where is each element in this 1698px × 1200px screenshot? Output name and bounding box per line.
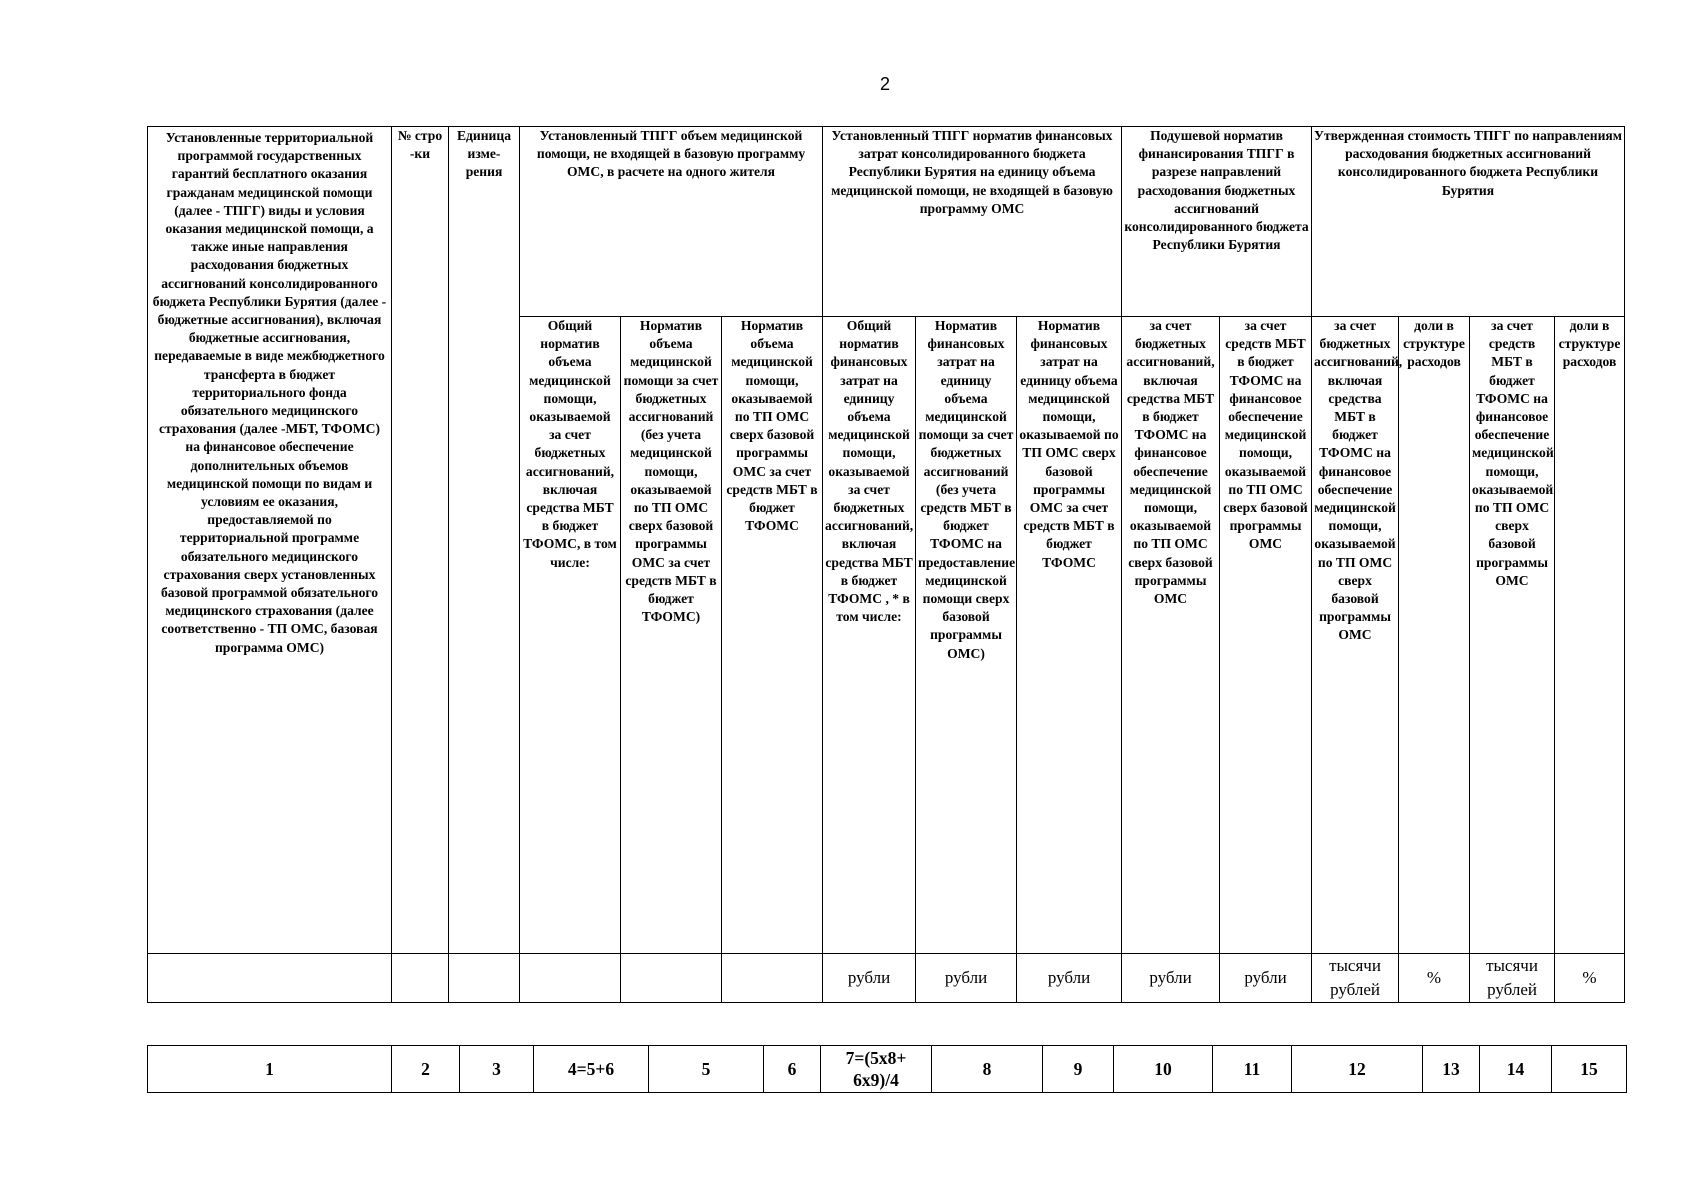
unit-cell: рубли	[1220, 954, 1312, 1003]
subheader-col12: за счет бюджетных ассигнований, включая средства МБТ в бюджет ТФОМС на финансовое обеспечение медицинской помощи, оказываемой по ТП ОМС сверх базовой программы ОМС	[1312, 317, 1399, 954]
subheader-col6: Норматив объема медицинской помощи, оказываемой по ТП ОМС сверх базовой программы ОМС за счет средств МБТ в бюджет ТФОМС	[722, 317, 823, 954]
header-cell-description: Установленные территориальной программой государственных гарантий бесплатного оказания гражданам медицинской помощи (далее - ТПГГ) виды и условия оказания медицинской помощи, а также иные направления расходования бюджетных ассигнований консолидированного бюджета Республики Бурятия (далее - бюджетные ассигнования), включая бюджетные ассигнования, передаваемые в виде межбюджетного трансферта в бюджет территориального фонда обязательного медицинского страхования (далее -МБТ, ТФОМС) на финансовое обеспечение дополнительных объемов медицинской помощи по видам и условиям ее оказания, предоставляемой по территориальной программе обязательного медицинского страхования сверх установленных базовой программой обязательного медицинского страхования (далее соответственно - ТП ОМС, базовая программа ОМС)	[148, 127, 392, 954]
unit-cell: тысячи рублей	[1312, 954, 1399, 1003]
column-number-table	[147, 1045, 1627, 1093]
subheader-col8: Норматив финансовых затрат на единицу объема медицинской помощи за счет бюджетных ассигнований (без учета средств МБТ в бюджет ТФОМС на предоставление медицинской помощи сверх базовой программы ОМС)	[916, 317, 1017, 954]
subheader-col11: за счет средств МБТ в бюджет ТФОМС на финансовое обеспечение медицинской помощи, оказываемой по ТП ОМС сверх базовой программы ОМС	[1220, 317, 1312, 954]
subheader-col15: доли в структуре расходов	[1555, 317, 1625, 954]
column-number-cell: 7=(5х8+ 6х9)/4	[821, 1046, 932, 1093]
header-group-volume: Установленный ТПГГ объем медицинской помощи, не входящей в базовую программу ОМС, в расчете на одного жителя	[520, 127, 823, 317]
column-number-cell: 12	[1292, 1046, 1423, 1093]
unit-cell	[520, 954, 621, 1003]
column-number-cell: 13	[1423, 1046, 1480, 1093]
column-number-cell: 15	[1552, 1046, 1627, 1093]
header-cell-unit: Единица изме- рения	[449, 127, 520, 954]
subheader-col10: за счет бюджетных ассигнований, включая средства МБТ в бюджет ТФОМС на финансовое обеспечение медицинской помощи, оказываемой по ТП ОМС сверх базовой программы ОМС	[1122, 317, 1220, 954]
column-number-cell: 3	[460, 1046, 534, 1093]
unit-cell	[621, 954, 722, 1003]
subheader-col13: доли в структуре расходов	[1399, 317, 1470, 954]
column-number-cell: 5	[649, 1046, 764, 1093]
column-number-cell: 14	[1480, 1046, 1552, 1093]
column-number-cell: 8	[932, 1046, 1043, 1093]
page-number: 2	[879, 74, 890, 94]
header-group-per-capita: Подушевой норматив финансирования ТПГГ в разрезе направлений расходования бюджетных ассигнований консолидированного бюджета Республики Бурятия	[1122, 127, 1312, 317]
unit-cell: %	[1555, 954, 1625, 1003]
subheader-col5: Норматив объема медицинской помощи за счет бюджетных ассигнований (без учета медицинской помощи, оказываемой по ТП ОМС сверх базовой программы ОМС за счет средств МБТ в бюджет ТФОМС)	[621, 317, 722, 954]
unit-cell: %	[1399, 954, 1470, 1003]
column-number-cell: 1	[148, 1046, 392, 1093]
header-table	[147, 126, 1625, 1003]
column-number-cell: 10	[1114, 1046, 1213, 1093]
subheader-col14: за счет средств МБТ в бюджет ТФОМС на финансовое обеспечение медицинской помощи, оказываемой по ТП ОМС сверх базовой программы ОМС	[1470, 317, 1555, 954]
column-number-cell: 4=5+6	[534, 1046, 649, 1093]
unit-cell: тысячи рублей	[1470, 954, 1555, 1003]
header-group-approved-cost: Утвержденная стоимость ТПГГ по направлениям расходования бюджетных ассигнований консолидированного бюджета Республики Бурятия	[1312, 127, 1625, 317]
unit-cell	[722, 954, 823, 1003]
unit-cell: рубли	[1122, 954, 1220, 1003]
unit-cell: рубли	[1017, 954, 1122, 1003]
column-number-cell: 2	[392, 1046, 460, 1093]
subheader-col9: Норматив финансовых затрат на единицу объема медицинской помощи, оказываемой по ТП ОМС сверх базовой программы ОМС за счет средств МБТ в бюджет ТФОМС	[1017, 317, 1122, 954]
unit-cell: рубли	[916, 954, 1017, 1003]
header-group-cost-norm: Установленный ТПГГ норматив финансовых затрат консолидированного бюджета Республики Бурятия на единицу объема медицинской помощи, не входящей в базовую программу ОМС	[823, 127, 1122, 317]
header-cell-row-number: № стро -ки	[392, 127, 449, 954]
unit-cell: рубли	[823, 954, 916, 1003]
unit-cell	[148, 954, 392, 1003]
subheader-col7: Общий норматив финансовых затрат на единицу объема медицинской помощи, оказываемой за счет бюджетных ассигнований, включая средства МБТ в бюджет ТФОМС , * в том числе:	[823, 317, 916, 954]
subheader-col4: Общий норматив объема медицинской помощи, оказываемой за счет бюджетных ассигнований, включая средства МБТ в бюджет ТФОМС, в том числе:	[520, 317, 621, 954]
column-number-cell: 6	[764, 1046, 821, 1093]
unit-cell	[449, 954, 520, 1003]
column-number-cell: 9	[1043, 1046, 1114, 1093]
unit-cell	[392, 954, 449, 1003]
column-number-cell: 11	[1213, 1046, 1292, 1093]
